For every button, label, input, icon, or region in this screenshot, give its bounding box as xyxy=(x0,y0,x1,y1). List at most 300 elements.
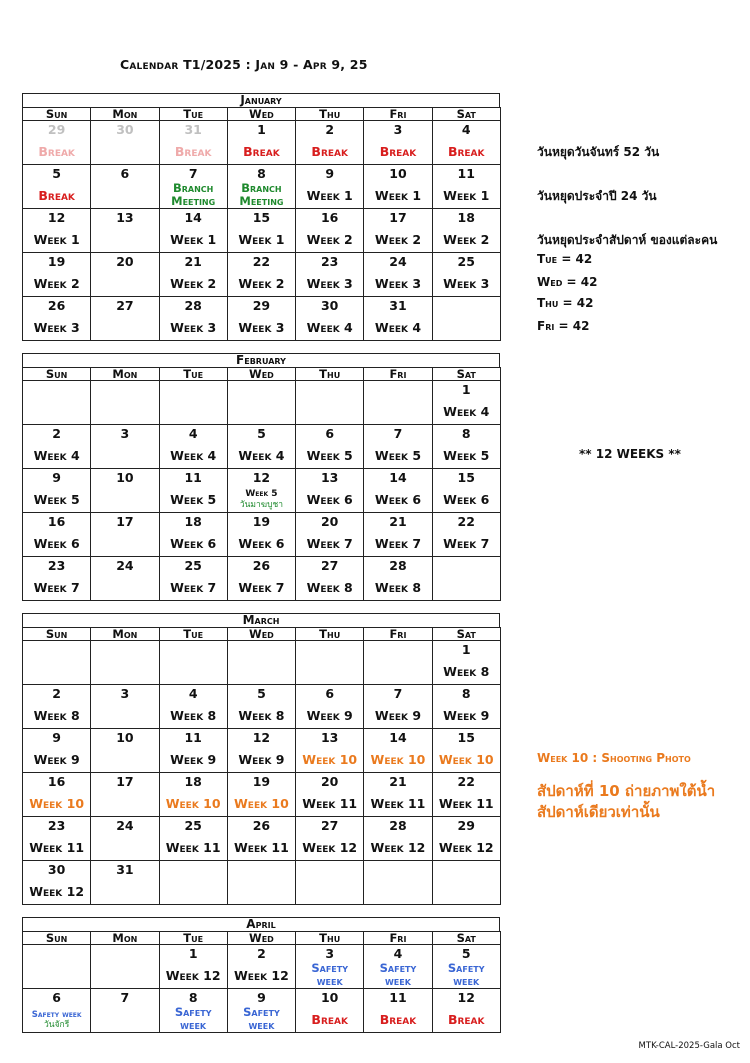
day-note xyxy=(443,703,489,728)
day-cell-content xyxy=(364,729,431,772)
day-cell xyxy=(364,297,432,341)
day-cell-content xyxy=(364,297,431,340)
day-number: 29 xyxy=(457,818,475,833)
day-cell-content xyxy=(228,989,295,1032)
day-header: Thu xyxy=(296,932,364,945)
day-cell xyxy=(23,557,91,601)
week-row xyxy=(23,469,501,513)
week10-thai-note: สัปดาห์ที่ 10 ถ่ายภาพใต้น้ำ สัปดาห์เดียวเท่านั้น xyxy=(537,782,716,821)
day-cell-content xyxy=(433,729,500,772)
day-header-row xyxy=(23,932,501,945)
day-note-text: Week 10 xyxy=(29,795,85,811)
day-note xyxy=(302,791,357,816)
week-row xyxy=(23,729,501,773)
day-note-text: Week 7 xyxy=(238,579,285,595)
day-cell xyxy=(432,641,500,685)
day-note-text: Week 8 xyxy=(33,707,80,723)
day-cell xyxy=(432,513,500,557)
day-number: 28 xyxy=(389,818,407,833)
day-cell xyxy=(91,121,159,165)
day-cell-content xyxy=(160,381,227,424)
day-header: Mon xyxy=(91,628,159,641)
week10-note: Week 10 : Shooting Photo xyxy=(537,751,691,765)
day-number: 24 xyxy=(389,254,407,269)
day-cell-content xyxy=(364,121,431,164)
day-cell-content xyxy=(160,165,227,208)
day-number: 13 xyxy=(320,470,339,485)
day-cell-content xyxy=(433,861,500,904)
day-cell xyxy=(432,381,500,425)
day-cell-content xyxy=(91,773,158,816)
day-number: 7 xyxy=(393,426,403,441)
day-cell xyxy=(159,253,227,297)
day-cell-content xyxy=(433,989,500,1032)
day-note xyxy=(34,703,80,728)
day-number: 25 xyxy=(457,254,475,269)
day-cell-content xyxy=(364,513,431,556)
day-note-text: Week 2 xyxy=(443,231,490,247)
day-note-text: Week 11 xyxy=(302,795,358,811)
day-cell-content xyxy=(296,685,363,728)
day-cell xyxy=(91,945,159,989)
day-cell-content xyxy=(91,557,158,600)
day-note xyxy=(311,1007,348,1032)
day-note xyxy=(166,791,221,816)
day-note-text: Week 9 xyxy=(306,707,353,723)
day-note-text: Break xyxy=(379,143,417,159)
day-note-text: Break xyxy=(311,143,348,159)
day-note-text: Week 7 xyxy=(374,535,422,551)
day-cell xyxy=(159,685,227,729)
day-cell xyxy=(296,425,364,469)
day-cell xyxy=(91,557,159,601)
day-cell xyxy=(159,469,227,513)
day-cell xyxy=(364,469,432,513)
day-cell xyxy=(364,253,432,297)
day-cell-content xyxy=(228,381,295,424)
day-header: Tue xyxy=(159,628,227,641)
day-cell-content xyxy=(91,381,158,424)
day-number: 1 xyxy=(257,122,266,137)
week-row xyxy=(23,253,501,297)
day-cell xyxy=(432,165,500,209)
tue-count: Tue = 42 xyxy=(537,252,593,266)
day-cell-content xyxy=(364,469,431,512)
day-note xyxy=(29,791,84,816)
day-cell xyxy=(296,297,364,341)
day-note xyxy=(307,487,353,512)
day-note-text: Week 2 xyxy=(170,275,217,291)
day-note xyxy=(238,443,284,468)
day-note xyxy=(29,879,84,904)
day-note xyxy=(439,791,494,816)
day-note-text: Week 9 xyxy=(374,707,422,723)
day-number: 11 xyxy=(389,990,407,1005)
day-note xyxy=(238,531,284,556)
day-number: 11 xyxy=(457,166,475,181)
day-cell-content xyxy=(23,297,90,340)
day-note xyxy=(380,139,417,164)
day-note xyxy=(38,183,75,208)
day-cell xyxy=(159,641,227,685)
day-cell-content xyxy=(23,989,90,1032)
month-name: March xyxy=(22,613,500,627)
day-number: 5 xyxy=(52,166,61,181)
day-cell xyxy=(364,121,432,165)
day-note xyxy=(38,139,75,164)
day-cell-content xyxy=(296,297,363,340)
day-number: 15 xyxy=(457,730,475,745)
day-number: 3 xyxy=(325,946,335,961)
day-note xyxy=(439,835,494,860)
day-cell xyxy=(432,729,500,773)
day-number: 3 xyxy=(393,122,403,137)
day-note-text-2: Meeting xyxy=(239,194,284,208)
day-number: 25 xyxy=(184,818,202,833)
day-number: 18 xyxy=(184,514,202,529)
day-cell xyxy=(159,297,227,341)
day-cell-content xyxy=(228,729,295,772)
week-row xyxy=(23,209,501,253)
day-cell xyxy=(23,253,91,297)
day-number: 10 xyxy=(116,730,134,745)
day-note xyxy=(34,227,80,252)
day-note xyxy=(443,487,489,512)
day-number: 17 xyxy=(389,210,407,225)
day-cell-content xyxy=(91,945,158,988)
month-3 xyxy=(22,917,500,1033)
day-cell xyxy=(227,641,295,685)
day-note-text-2: week xyxy=(180,1018,207,1032)
day-note xyxy=(170,271,216,296)
day-cell xyxy=(159,557,227,601)
month-name: February xyxy=(22,353,500,367)
day-note-text: Week 7 xyxy=(306,535,353,551)
day-number: 1 xyxy=(461,382,471,397)
day-cell xyxy=(432,469,500,513)
day-number: 30 xyxy=(47,862,66,877)
day-number: 9 xyxy=(325,166,335,181)
day-cell xyxy=(296,945,364,989)
day-cell-content xyxy=(296,861,363,904)
day-note xyxy=(234,791,289,816)
day-number: 8 xyxy=(461,686,471,701)
day-cell xyxy=(432,685,500,729)
day-cell-content xyxy=(91,165,158,208)
day-number: 14 xyxy=(389,730,407,745)
day-cell xyxy=(296,861,364,905)
day-cell xyxy=(23,425,91,469)
day-cell xyxy=(432,425,500,469)
day-cell xyxy=(91,297,159,341)
day-note xyxy=(175,1006,212,1032)
month-name: April xyxy=(22,917,500,931)
day-note-text: Week 2 xyxy=(238,275,285,291)
day-note xyxy=(34,315,80,340)
day-cell xyxy=(23,297,91,341)
day-cell-content xyxy=(228,297,295,340)
day-number: 17 xyxy=(116,774,134,789)
day-cell-content xyxy=(296,817,363,860)
day-cell xyxy=(296,773,364,817)
day-cell-content xyxy=(296,253,363,296)
day-note-text: Week 6 xyxy=(374,491,422,507)
day-cell-content xyxy=(23,425,90,468)
day-note xyxy=(448,962,485,988)
day-number: 16 xyxy=(47,514,66,529)
day-note-text: Week 6 xyxy=(306,491,353,507)
day-note-text: Week 1 xyxy=(374,187,422,203)
day-header: Mon xyxy=(91,368,159,381)
day-number: 29 xyxy=(47,122,66,137)
day-cell xyxy=(364,729,432,773)
day-note xyxy=(375,315,421,340)
day-note xyxy=(302,747,357,772)
day-header: Fri xyxy=(364,932,432,945)
day-cell-content xyxy=(433,121,500,164)
day-cell xyxy=(227,209,295,253)
day-cell-content xyxy=(91,121,158,164)
day-cell xyxy=(296,253,364,297)
day-cell xyxy=(91,469,159,513)
day-header: Sat xyxy=(432,108,500,121)
day-number: 2 xyxy=(52,686,61,701)
day-note xyxy=(34,531,80,556)
day-cell xyxy=(364,945,432,989)
day-note-text: Week 9 xyxy=(33,751,80,767)
day-cell-content xyxy=(160,685,227,728)
day-number: 24 xyxy=(116,818,134,833)
day-cell-content xyxy=(160,641,227,684)
day-number: 9 xyxy=(52,730,61,745)
day-note-text: Week 12 xyxy=(370,839,426,855)
day-note-text: Safety xyxy=(174,1005,212,1019)
month-grid xyxy=(22,931,501,1033)
day-header: Thu xyxy=(296,628,364,641)
week-row xyxy=(23,121,501,165)
day-cell xyxy=(23,817,91,861)
day-number: 29 xyxy=(252,298,271,313)
day-number: 25 xyxy=(184,558,202,573)
day-cell-content xyxy=(433,945,500,988)
day-number: 4 xyxy=(188,426,198,441)
day-cell-content xyxy=(91,861,158,904)
fri-count: Fri = 42 xyxy=(537,319,590,333)
day-note-text: Week 5 xyxy=(374,447,422,463)
day-note xyxy=(171,182,215,208)
day-number: 27 xyxy=(320,818,339,833)
day-number: 8 xyxy=(257,166,266,181)
day-cell-content xyxy=(296,469,363,512)
day-note-text: Break xyxy=(447,143,485,159)
day-cell-content xyxy=(91,817,158,860)
day-note xyxy=(170,487,216,512)
day-cell-content xyxy=(228,685,295,728)
day-header-row xyxy=(23,368,501,381)
day-note xyxy=(170,227,216,252)
day-cell-content xyxy=(364,557,431,600)
day-cell xyxy=(23,685,91,729)
day-header: Tue xyxy=(159,932,227,945)
day-note xyxy=(375,443,421,468)
day-number: 4 xyxy=(461,122,471,137)
week-row xyxy=(23,381,501,425)
day-number: 22 xyxy=(457,514,475,529)
day-note xyxy=(243,139,280,164)
day-note-text: Week 3 xyxy=(374,275,422,291)
day-cell xyxy=(227,557,295,601)
day-note-text: Break xyxy=(243,143,280,159)
day-cell xyxy=(432,861,500,905)
month-1 xyxy=(22,353,500,601)
day-note xyxy=(170,531,216,556)
day-number: 11 xyxy=(184,470,202,485)
day-cell-content xyxy=(228,253,295,296)
day-note-text-2: week xyxy=(384,974,411,988)
day-cell-content xyxy=(433,557,500,600)
day-note xyxy=(307,575,353,600)
day-cell-content xyxy=(228,817,295,860)
day-cell xyxy=(432,253,500,297)
day-note xyxy=(448,139,485,164)
day-cell xyxy=(432,297,500,341)
day-cell-content xyxy=(23,253,90,296)
day-number: 3 xyxy=(120,426,130,441)
day-cell xyxy=(364,209,432,253)
day-cell-content xyxy=(364,685,431,728)
day-note-text: Safety xyxy=(379,961,417,975)
day-cell xyxy=(296,513,364,557)
day-note xyxy=(239,182,283,208)
day-note-text: Branch xyxy=(241,181,282,195)
day-note-text: Week 1 xyxy=(443,187,490,203)
day-cell xyxy=(364,989,432,1033)
day-number: 8 xyxy=(188,990,198,1005)
day-cell xyxy=(91,685,159,729)
day-number: 12 xyxy=(47,210,66,225)
month-grid xyxy=(22,367,501,601)
day-cell xyxy=(364,513,432,557)
day-cell xyxy=(23,209,91,253)
day-note xyxy=(170,575,216,600)
day-number: 12 xyxy=(252,470,271,485)
day-cell-content xyxy=(364,381,431,424)
day-cell xyxy=(227,381,295,425)
week-row xyxy=(23,685,501,729)
day-cell-content xyxy=(296,121,363,164)
day-note-text: Break xyxy=(38,187,75,203)
day-note xyxy=(375,703,421,728)
day-cell xyxy=(432,121,500,165)
day-note-text: Week 4 xyxy=(238,447,285,463)
day-note-text: Week 8 xyxy=(374,579,422,595)
day-cell-content xyxy=(433,425,500,468)
day-note-text-2: Meeting xyxy=(171,194,216,208)
day-cell xyxy=(23,861,91,905)
day-cell-content xyxy=(160,469,227,512)
week-row xyxy=(23,945,501,989)
week-row xyxy=(23,817,501,861)
day-note xyxy=(32,1007,82,1032)
day-number: 10 xyxy=(320,990,339,1005)
month-grid xyxy=(22,627,501,905)
day-note xyxy=(380,1007,417,1032)
day-note xyxy=(170,703,216,728)
day-cell-content xyxy=(160,513,227,556)
day-cell xyxy=(227,945,295,989)
day-cell-content xyxy=(228,165,295,208)
thu-count: Thu = 42 xyxy=(537,296,594,310)
day-note-text: Week 10 xyxy=(302,751,358,767)
day-note xyxy=(375,575,421,600)
day-header: Sun xyxy=(23,628,91,641)
day-note xyxy=(307,531,353,556)
day-cell-content xyxy=(91,641,158,684)
day-cell-content xyxy=(296,209,363,252)
day-cell-content xyxy=(228,513,295,556)
day-number: 23 xyxy=(47,818,66,833)
day-note-text: Week 9 xyxy=(170,751,217,767)
day-note xyxy=(307,183,353,208)
day-cell xyxy=(432,945,500,989)
day-note xyxy=(439,747,494,772)
day-cell-content xyxy=(91,729,158,772)
day-number: 12 xyxy=(457,990,475,1005)
day-cell xyxy=(91,773,159,817)
day-note-text: Week 7 xyxy=(33,579,80,595)
day-number: 2 xyxy=(52,426,61,441)
day-cell xyxy=(159,513,227,557)
day-cell xyxy=(23,381,91,425)
day-note-text: Week 2 xyxy=(306,231,353,247)
day-cell-content xyxy=(91,469,158,512)
day-cell xyxy=(364,557,432,601)
day-note xyxy=(443,271,489,296)
day-number: 19 xyxy=(252,514,271,529)
day-cell-content xyxy=(160,297,227,340)
annual-holidays-note: วันหยุดประจำปี 24 วัน xyxy=(537,189,657,203)
day-note-text: Week 4 xyxy=(33,447,80,463)
day-cell xyxy=(364,381,432,425)
day-note xyxy=(166,963,221,988)
day-header: Sat xyxy=(432,628,500,641)
day-cell-content xyxy=(23,209,90,252)
day-note-text: Break xyxy=(447,1011,485,1027)
day-note xyxy=(371,747,426,772)
day-cell-content xyxy=(23,381,90,424)
day-cell-content xyxy=(91,989,158,1032)
day-note-text: Week 9 xyxy=(238,751,285,767)
day-header: Tue xyxy=(159,108,227,121)
day-cell-content xyxy=(296,773,363,816)
day-note xyxy=(238,227,284,252)
day-note-text: Week 10 xyxy=(370,751,426,767)
day-note xyxy=(238,575,284,600)
day-note-text: Week 5 xyxy=(306,447,353,463)
day-number: 23 xyxy=(320,254,339,269)
day-note xyxy=(234,963,289,988)
day-note-text: Break xyxy=(379,1011,417,1027)
day-cell xyxy=(227,253,295,297)
day-cell xyxy=(432,989,500,1033)
day-note xyxy=(34,443,80,468)
day-cell-content xyxy=(228,557,295,600)
day-cell xyxy=(23,729,91,773)
day-note xyxy=(448,1007,485,1032)
day-cell-content xyxy=(433,641,500,684)
day-cell xyxy=(227,729,295,773)
day-cell xyxy=(432,557,500,601)
